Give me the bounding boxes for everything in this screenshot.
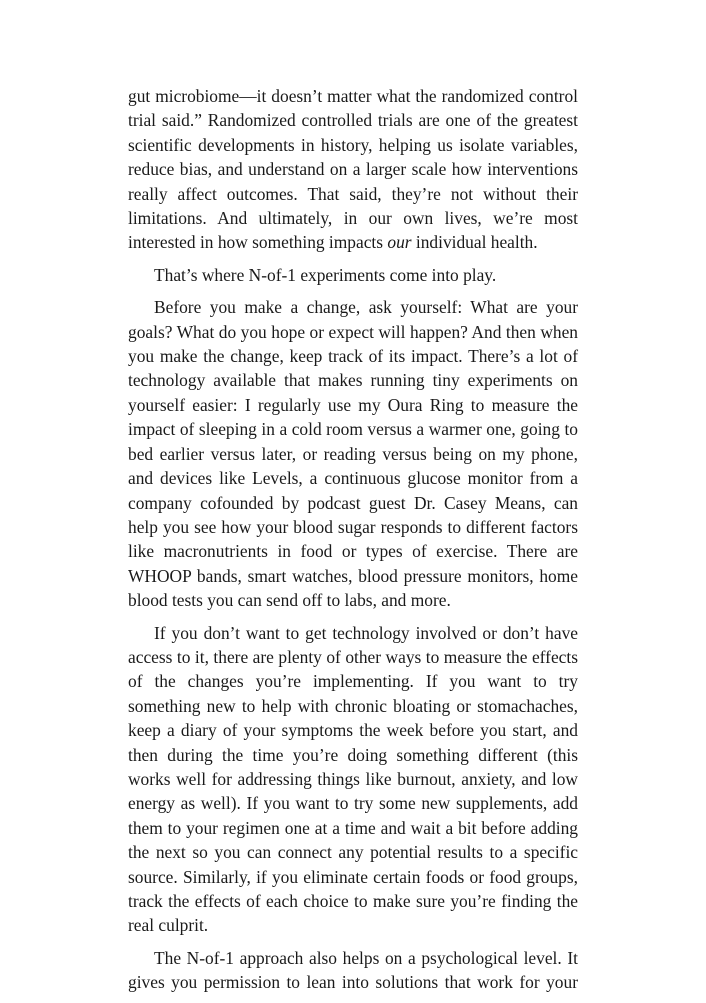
paragraph-1-text-before: gut microbiome—it doesn’t matter what the randomized control trial said.” Randomized controlled trials are one of the greatest scientific developments in history, helping us isolate variables, reduce bias, and understand on a larger scale how interventions really affect outcomes. That said, they’re not without their limitations. And ultimately, in our own lives, we’re most interested in how something impacts — [128, 86, 578, 253]
paragraph-continuation — [128, 84, 578, 255]
book-page — [128, 84, 578, 1003]
paragraph-psychological: The N-of-1 approach also helps on a psychological level. It gives you permission to lean into solutions that work for your — [128, 947, 578, 993]
paragraph-technology: Before you make a change, ask yourself: What are your goals? What do you hope or expect will happen? And then when you make the change, keep track of its impact. There’s a lot of technology available that makes running tiny experiments on yourself easier: I regularly use my Oura Ring to measure the impact of sleeping in a cold room versus a warmer one, going to bed earlier versus later, or reading versus being on my phone, and devices like Levels, a continuous glucose monitor from a company cofounded by podcast guest Dr. Casey Means, can help you see how your blood sugar responds to different factors like macronutrients in food or types of exercise. There are WHOOP bands, smart watches, blood pressure monitors, home blood tests you can send off to labs, and more. — [128, 297, 578, 611]
paragraph-no-technology: If you don’t want to get technology involved or don’t have access to it, there are plenty of other ways to measure the effects of the changes you’re implementing. If you want to try something new to help with chronic bloating or stomachaches, keep a diary of your symptoms the week before you start, and then during the time you’re doing something different (this works well for addressing things like burnout, anxiety, and low energy as well). If you want to try some new supplements, add them to your regimen one at a time and wait a bit before adding the next so you can connect any potential results to a specific source. Similarly, if you eliminate certain foods or food groups, track the effects of each choice to make sure you’re finding the real culprit. — [128, 622, 578, 936]
emphasis-our: our — [387, 232, 412, 253]
paragraph-n-of-1-intro: That’s where N-of-1 experiments come into play. — [154, 264, 497, 285]
paragraph-1-text-after: individual health. — [411, 232, 538, 253]
